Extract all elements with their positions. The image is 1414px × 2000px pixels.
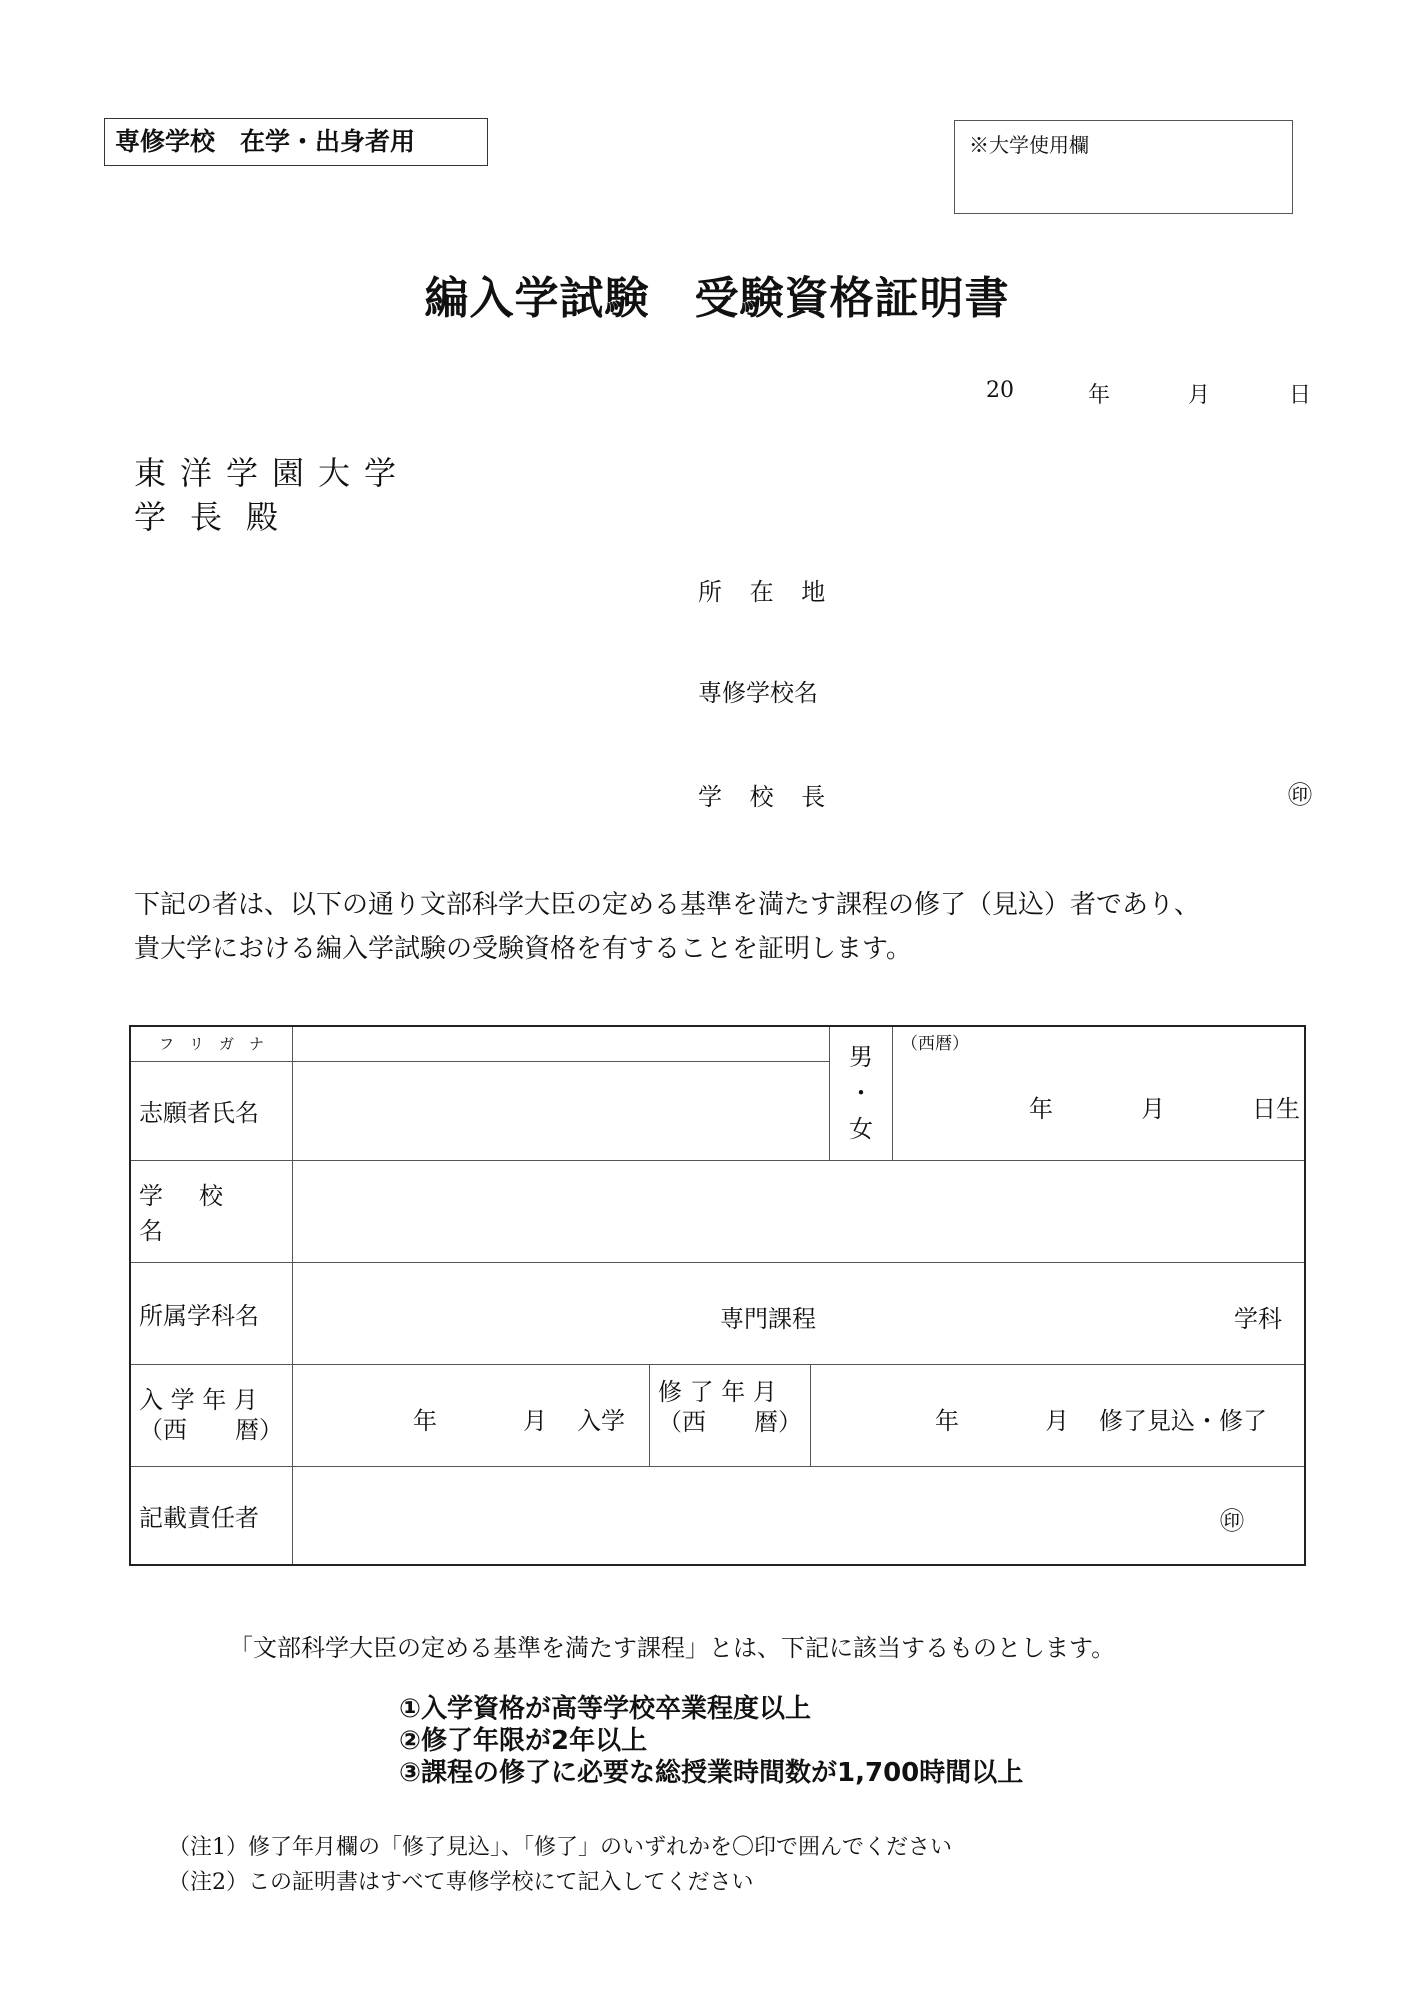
furigana-label: フ リ ガ ナ: [130, 1026, 293, 1061]
grad-label-2: （西 暦）: [658, 1407, 802, 1436]
birthdate-cell[interactable]: [893, 1026, 1306, 1160]
criteria-item: ③課程の修了に必要な総授業時間数が1,700時間以上: [399, 1758, 1024, 1788]
date-era: 20: [986, 378, 1014, 403]
dept-course: 専門課程: [720, 1304, 816, 1333]
grad-month: 月: [1045, 1406, 1069, 1435]
entry-label-1: 入 学 年 月: [139, 1386, 258, 1414]
grad-label-1: 修 了 年 月: [658, 1377, 777, 1406]
applicant-table: [129, 1025, 1306, 1566]
statement-line-2: 貴大学における編入学試験の受験資格を有することを証明します。: [134, 934, 912, 964]
grad-date-field[interactable]: [811, 1365, 1304, 1466]
date-month: 月: [1188, 383, 1211, 408]
birth-month: 月: [1141, 1095, 1165, 1123]
gender-cell[interactable]: [830, 1026, 893, 1160]
school-name-label: 専修学校名: [698, 679, 818, 707]
date-year: 年: [1088, 383, 1111, 408]
seal-icon: ㊞: [1220, 1506, 1244, 1535]
date-day: 日: [1289, 383, 1312, 408]
name-label: 志願者氏名: [130, 1061, 293, 1160]
dates-row: [293, 1364, 1306, 1466]
responsible-label: 記載責任者: [130, 1466, 293, 1565]
criteria-item: ②修了年限が2年以上: [399, 1726, 648, 1756]
entry-label-2: （西 暦）: [139, 1416, 283, 1444]
entry-month: 月: [523, 1406, 547, 1435]
statement-line-1: 下記の者は、以下の通り文部科学大臣の定める基準を満たす課程の修了（見込）者であり、: [134, 890, 1201, 920]
university-use-box: ※大学使用欄: [954, 120, 1293, 214]
entry-label: [130, 1364, 293, 1466]
addressee-president: 学長殿: [134, 498, 303, 536]
name-field[interactable]: [293, 1061, 830, 1160]
note-2: （注2）この証明書はすべて専修学校にて記入してください: [168, 1870, 754, 1895]
school-field[interactable]: [293, 1160, 1306, 1262]
seal-icon: ㊞: [1288, 781, 1312, 809]
entry-year: 年: [413, 1406, 437, 1435]
grad-status-options[interactable]: 修了見込・修了: [1099, 1406, 1267, 1435]
responsible-field[interactable]: [293, 1466, 1306, 1565]
location-label: 所 在 地: [698, 578, 836, 606]
addressee-university: 東洋学園大学: [134, 454, 411, 492]
dept-field[interactable]: [293, 1262, 1306, 1364]
birth-era: （西暦）: [901, 1034, 969, 1054]
dept-label: 所属学科名: [130, 1262, 293, 1364]
gender-male[interactable]: 男: [849, 1043, 873, 1072]
dept-suffix: 学科: [1234, 1304, 1282, 1333]
note-1: （注1）修了年月欄の「修了見込」、「修了」のいずれかを〇印で囲んでください: [168, 1835, 952, 1860]
principal-label: 学 校 長: [698, 783, 836, 811]
entry-date-field[interactable]: [293, 1365, 649, 1466]
criteria-item: ①入学資格が高等学校卒業程度以上: [399, 1694, 812, 1724]
page-title: 編入学試験 受験資格証明書: [424, 273, 1010, 324]
birth-day: 日生: [1252, 1095, 1300, 1123]
furigana-field[interactable]: [293, 1026, 830, 1061]
birth-year: 年: [1029, 1095, 1053, 1123]
entry-suffix: 入学: [577, 1406, 625, 1435]
form-type-label: 専修学校 在学・出身者用: [104, 118, 488, 166]
gender-separator: ・: [849, 1079, 873, 1108]
criteria-intro: 「文部科学大臣の定める基準を満たす課程」とは、下記に該当するものとします。: [229, 1634, 1116, 1662]
grad-year: 年: [935, 1406, 959, 1435]
grad-label: [649, 1365, 811, 1466]
school-label: 学 校 名: [130, 1160, 293, 1262]
gender-female[interactable]: 女: [849, 1115, 873, 1144]
